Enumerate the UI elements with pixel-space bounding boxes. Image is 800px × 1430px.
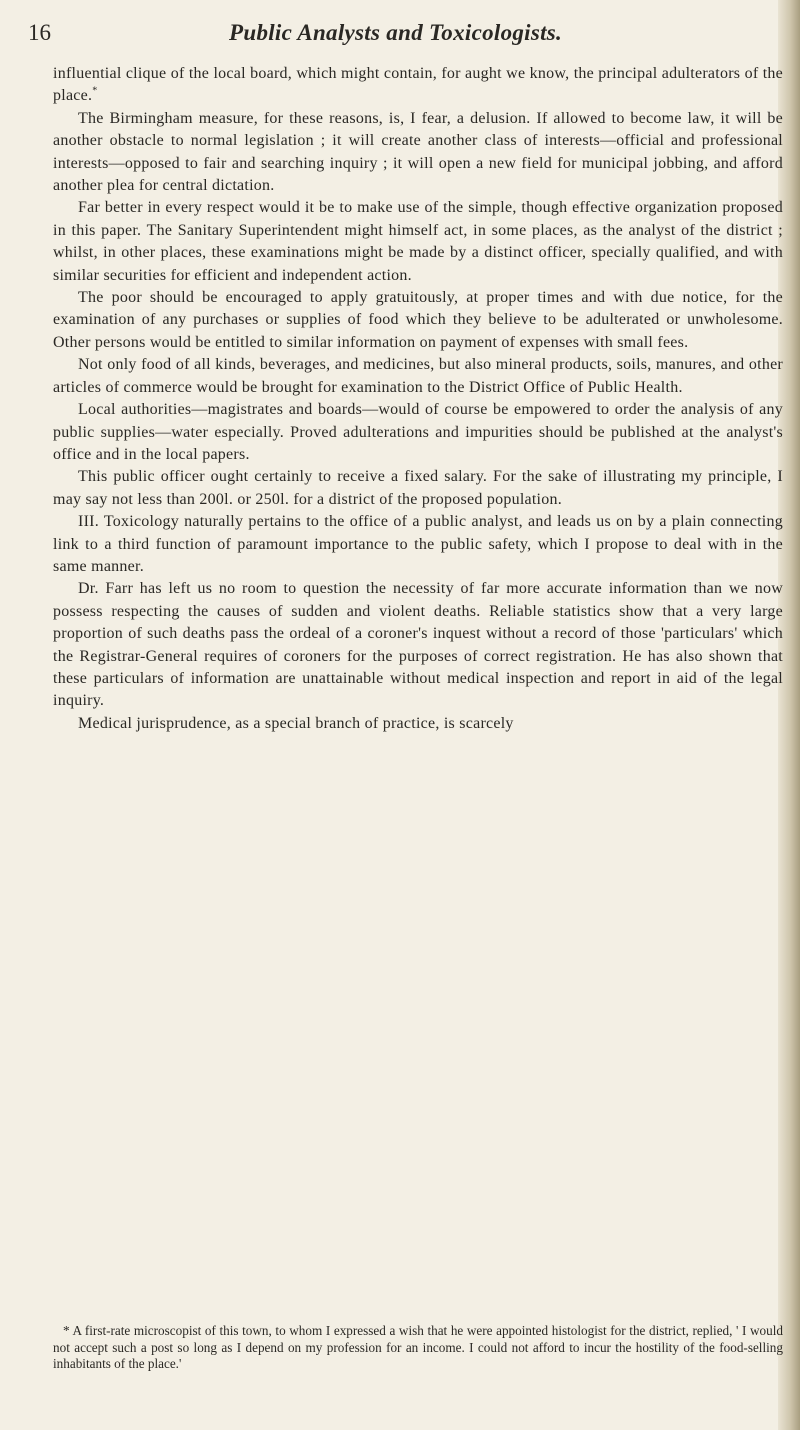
paragraph-4: The poor should be encouraged to apply gratuitously, at proper times and with due notice, for the examination of any purchases or supplies of food which they believe to be adulterated or unwholesome. Other persons would be entitled to similar information on payment of expenses with small fees. xyxy=(53,289,783,351)
page-number: 16 xyxy=(28,20,51,45)
paragraph-2: The Birmingham measure, for these reasons, is, I fear, a delusion. If allowed to become law, it will be another obstacle to normal legislation ; it will create another class of interests—official and professional interests—opposed to fair and searching inquiry ; it will open a new field for municipal jobbing, and afford another plea for central dictation. xyxy=(53,109,783,195)
paragraph-5: Not only food of all kinds, beverages, and medicines, but also mineral products, soils, manures, and other articles of commerce would be brought for examination to the District Office of Public Health. xyxy=(53,356,783,396)
paragraph-7: This public officer ought certainly to receive a fixed salary. For the sake of illustrating my principle, I may say not less than 200l. or 250l. for a district of the proposed population. xyxy=(53,468,783,508)
paragraph-8: III. Toxicology naturally pertains to the office of a public analyst, and leads us on by a plain connecting link to a third function of paramount importance to the public safety, which I propose to deal with in the same manner. xyxy=(53,513,783,575)
footnote-reference: * xyxy=(92,86,98,98)
paragraph-9: Dr. Farr has left us no room to question the necessity of far more accurate information than we now possess respecting the causes of sudden and violent deaths. Reliable statistics show that a very large proportion of such deaths pass the ordeal of a coroner's inquest without a record of those 'particulars' which the Registrar-General requires of coroners for the purposes of correct registration. He has also shown that these particulars of information are unattainable without medical inspection and report in aid of the legal inquiry. xyxy=(53,580,783,710)
paragraph-1-text: influential clique of the local board, which might contain, for aught we know, the principal adulterators of the place. xyxy=(53,65,783,105)
footnote xyxy=(53,1323,783,1373)
body-text xyxy=(53,63,783,735)
running-title: Public Analysts and Toxicologists. xyxy=(229,20,563,45)
paragraph-3: Far better in every respect would it be to make use of the simple, though effective organization proposed in this paper. The Sanitary Superintendent might himself act, in some places, as the analyst of the district ; whilst, in other places, these examinations might be made by a distinct officer, specially qualified, and with similar securities for efficient and independent action. xyxy=(53,199,783,284)
paragraph-6: Local authorities—magistrates and boards—would of course be empowered to order the analysis of any public supplies—water especially. Proved adulterations and impurities should be published at the analyst's office and in the local papers. xyxy=(53,401,783,463)
paragraph-10: Medical jurisprudence, as a special branch of practice, is scarcely xyxy=(78,714,514,732)
footnote-text: * A first-rate microscopist of this town, to whom I expressed a wish that he were appointed histologist for the district, replied, ' I would not accept such a post so long as I depend on my profession for an income. I could not afford to incur the hostility of the food-selling inhabitants of the place.' xyxy=(53,1323,783,1371)
paragraph-1 xyxy=(53,63,783,108)
